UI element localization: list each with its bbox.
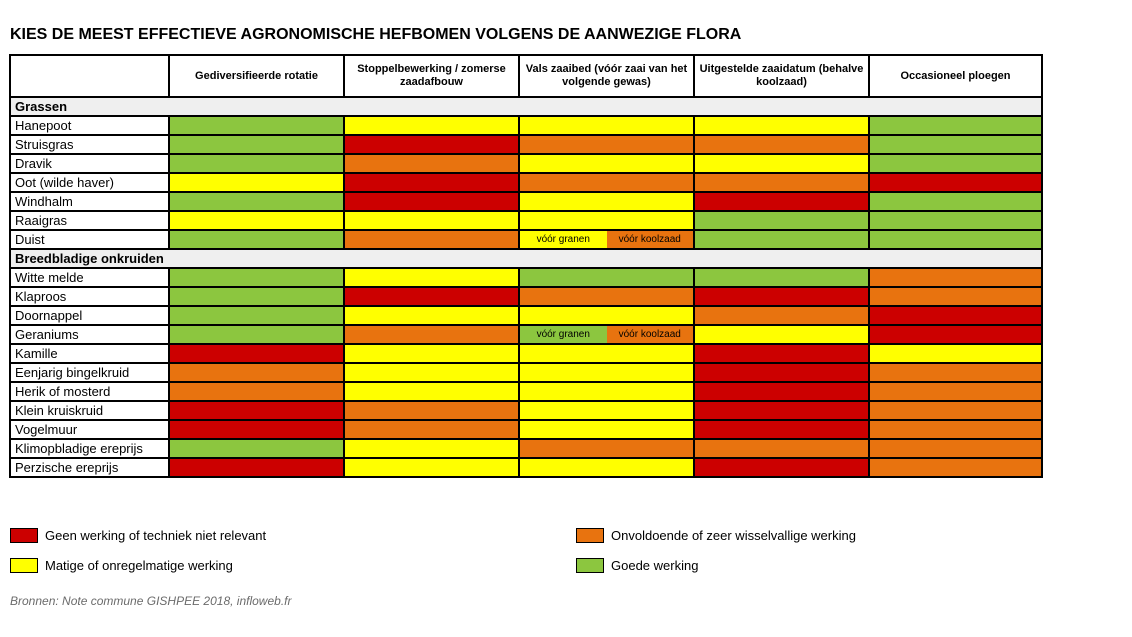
rating-cell-orange [869, 439, 1042, 458]
legend-label: Matige of onregelmatige werking [45, 558, 233, 573]
split-half-green: vóór granen [520, 326, 607, 343]
rating-cell-red [694, 344, 869, 363]
rating-cell-orange [869, 401, 1042, 420]
table-row [10, 420, 1042, 439]
species-label: Klaproos [10, 287, 169, 306]
rating-cell-orange [694, 306, 869, 325]
rating-cell-green [519, 268, 694, 287]
legend-swatch-green [576, 558, 604, 573]
rating-cell-orange [519, 287, 694, 306]
split-rating-cell [519, 230, 694, 249]
rating-cell-yellow [519, 458, 694, 477]
rating-cell-yellow [344, 458, 519, 477]
column-header: Occasioneel ploegen [869, 55, 1042, 97]
species-label: Klimopbladige ereprijs [10, 439, 169, 458]
legend-swatch-yellow [10, 558, 38, 573]
rating-cell-green [869, 192, 1042, 211]
column-header: Vals zaaibed (vóór zaai van het volgende gewas) [519, 55, 694, 97]
rating-cell-green [869, 116, 1042, 135]
rating-cell-red [344, 287, 519, 306]
legend-swatch-orange [576, 528, 604, 543]
rating-cell-green [169, 135, 344, 154]
rating-cell-orange [169, 363, 344, 382]
source-note: Bronnen: Note commune GISHPEE 2018, infloweb.fr [10, 594, 292, 608]
flora-matrix-table [9, 54, 1043, 478]
rating-cell-yellow [519, 420, 694, 439]
rating-cell-red [694, 401, 869, 420]
rating-cell-green [169, 287, 344, 306]
rating-cell-red [169, 420, 344, 439]
rating-cell-red [694, 458, 869, 477]
rating-cell-green [694, 211, 869, 230]
column-header: Uitgestelde zaaidatum (behalve koolzaad) [694, 55, 869, 97]
table-row [10, 211, 1042, 230]
species-label: Geraniums [10, 325, 169, 344]
rating-cell-orange [344, 401, 519, 420]
rating-cell-yellow [694, 154, 869, 173]
table-row [10, 192, 1042, 211]
rating-cell-orange [169, 382, 344, 401]
rating-cell-red [869, 306, 1042, 325]
table-row [10, 439, 1042, 458]
species-label: Vogelmuur [10, 420, 169, 439]
species-label: Raaigras [10, 211, 169, 230]
rating-cell-red [869, 173, 1042, 192]
rating-cell-red [869, 325, 1042, 344]
species-label: Oot (wilde haver) [10, 173, 169, 192]
rating-cell-orange [869, 420, 1042, 439]
rating-cell-orange [869, 287, 1042, 306]
rating-cell-green [169, 192, 344, 211]
rating-cell-green [694, 268, 869, 287]
rating-cell-red [344, 173, 519, 192]
rating-cell-red [169, 401, 344, 420]
legend-label: Goede werking [611, 558, 699, 573]
rating-cell-yellow [519, 192, 694, 211]
rating-cell-green [169, 439, 344, 458]
table-row [10, 306, 1042, 325]
rating-cell-red [694, 287, 869, 306]
rating-cell-orange [869, 268, 1042, 287]
rating-cell-orange [344, 154, 519, 173]
species-label: Doornappel [10, 306, 169, 325]
split-rating-cell [519, 325, 694, 344]
rating-cell-green [869, 135, 1042, 154]
rating-cell-orange [869, 363, 1042, 382]
table-row [10, 458, 1042, 477]
split-half-orange: vóór koolzaad [607, 326, 694, 343]
table-row [10, 154, 1042, 173]
rating-cell-orange [344, 230, 519, 249]
legend-item [10, 528, 266, 543]
rating-cell-yellow [694, 116, 869, 135]
rating-cell-yellow [344, 116, 519, 135]
species-label: Hanepoot [10, 116, 169, 135]
legend-item [576, 528, 856, 543]
table-row [10, 287, 1042, 306]
rating-cell-green [169, 306, 344, 325]
species-label: Windhalm [10, 192, 169, 211]
rating-cell-red [694, 420, 869, 439]
rating-cell-yellow [519, 363, 694, 382]
rating-cell-yellow [519, 401, 694, 420]
table-row [10, 382, 1042, 401]
rating-cell-yellow [519, 382, 694, 401]
rating-cell-red [694, 382, 869, 401]
table-row [10, 268, 1042, 287]
species-label: Klein kruiskruid [10, 401, 169, 420]
species-label: Eenjarig bingelkruid [10, 363, 169, 382]
rating-cell-yellow [344, 211, 519, 230]
section-title: Grassen [10, 97, 1042, 116]
split-cell-wrapper [520, 326, 693, 343]
table-row [10, 135, 1042, 154]
rating-cell-orange [694, 135, 869, 154]
section-row [10, 97, 1042, 116]
rating-cell-yellow [519, 344, 694, 363]
rating-cell-yellow [169, 173, 344, 192]
rating-cell-red [344, 192, 519, 211]
table-row [10, 363, 1042, 382]
rating-cell-orange [694, 173, 869, 192]
rating-cell-green [169, 154, 344, 173]
split-half-yellow: vóór granen [520, 231, 607, 248]
rating-cell-green [169, 325, 344, 344]
section-title: Breedbladige onkruiden [10, 249, 1042, 268]
species-label: Witte melde [10, 268, 169, 287]
rating-cell-orange [869, 458, 1042, 477]
table-row [10, 325, 1042, 344]
rating-cell-yellow [344, 344, 519, 363]
legend-label: Geen werking of techniek niet relevant [45, 528, 267, 543]
rating-cell-yellow [694, 325, 869, 344]
legend-swatch-red [10, 528, 38, 543]
rating-cell-green [869, 230, 1042, 249]
rating-cell-orange [519, 439, 694, 458]
rating-cell-red [694, 363, 869, 382]
table-row [10, 401, 1042, 420]
species-label: Struisgras [10, 135, 169, 154]
species-label: Herik of mosterd [10, 382, 169, 401]
corner-cell [10, 55, 169, 97]
page-title: KIES DE MEEST EFFECTIEVE AGRONOMISCHE HEFBOMEN VOLGENS DE AANWEZIGE FLORA [10, 26, 742, 43]
legend-item [576, 558, 698, 573]
column-header: Gediversifieerde rotatie [169, 55, 344, 97]
rating-cell-yellow [519, 154, 694, 173]
rating-cell-yellow [344, 439, 519, 458]
species-label: Kamille [10, 344, 169, 363]
rating-cell-yellow [344, 306, 519, 325]
species-label: Duist [10, 230, 169, 249]
section-row [10, 249, 1042, 268]
legend-item [10, 558, 233, 573]
rating-cell-yellow [344, 363, 519, 382]
rating-cell-orange [519, 173, 694, 192]
rating-cell-red [694, 192, 869, 211]
rating-cell-orange [519, 135, 694, 154]
rating-cell-green [869, 211, 1042, 230]
rating-cell-red [169, 458, 344, 477]
rating-cell-yellow [519, 116, 694, 135]
column-header: Stoppelbewerking / zomerse zaadafbouw [344, 55, 519, 97]
rating-cell-green [169, 230, 344, 249]
legend-label: Onvoldoende of zeer wisselvallige werking [611, 528, 856, 543]
rating-cell-yellow [169, 211, 344, 230]
rating-cell-red [169, 344, 344, 363]
rating-cell-orange [344, 325, 519, 344]
rating-cell-green [169, 116, 344, 135]
split-half-orange: vóór koolzaad [607, 231, 694, 248]
species-label: Dravik [10, 154, 169, 173]
split-cell-wrapper [520, 231, 693, 248]
rating-cell-orange [344, 420, 519, 439]
rating-cell-yellow [519, 306, 694, 325]
rating-cell-yellow [344, 268, 519, 287]
rating-cell-red [344, 135, 519, 154]
rating-cell-yellow [869, 344, 1042, 363]
rating-cell-yellow [344, 382, 519, 401]
table-row [10, 116, 1042, 135]
table-row [10, 173, 1042, 192]
rating-cell-green [694, 230, 869, 249]
rating-cell-orange [869, 382, 1042, 401]
table-row [10, 344, 1042, 363]
rating-cell-green [169, 268, 344, 287]
species-label: Perzische ereprijs [10, 458, 169, 477]
rating-cell-yellow [519, 211, 694, 230]
rating-cell-orange [694, 439, 869, 458]
header-row [10, 55, 1042, 97]
table-row [10, 230, 1042, 249]
rating-cell-green [869, 154, 1042, 173]
